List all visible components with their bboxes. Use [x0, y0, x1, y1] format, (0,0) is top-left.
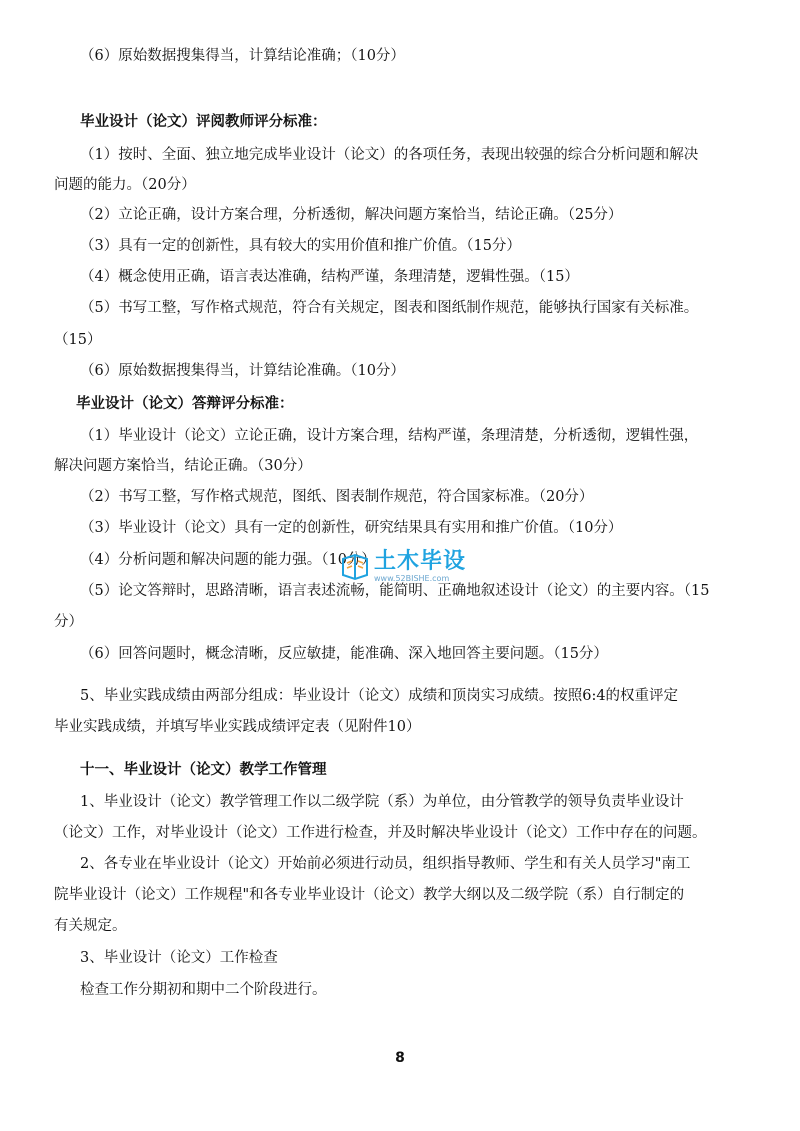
text-line: 5、毕业实践成绩由两部分组成：毕业设计（论文）成绩和顶岗实习成绩。按照6:4的权重评定 [80, 688, 679, 704]
book-logo-icon [340, 551, 370, 581]
text-line: （1）按时、全面、独立地完成毕业设计（论文）的各项任务，表现出较强的综合分析问题和解决 [80, 147, 699, 163]
text-line: （5）书写工整，写作格式规范，符合有关规定，图表和图纸制作规范，能够执行国家有关标准。 [80, 300, 699, 316]
text-line: 1、毕业设计（论文）教学管理工作以二级学院（系）为单位，由分管教学的领导负责毕业设计 [80, 794, 684, 810]
text-line: 2、各专业在毕业设计（论文）开始前必须进行动员，组织指导教师、学生和有关人员学习"南工 [80, 856, 691, 872]
text-line: 检查工作分期初和期中二个阶段进行。 [80, 982, 327, 998]
text-line: 解决问题方案恰当，结论正确。（30分） [54, 458, 312, 474]
text-line: （6）原始数据搜集得当，计算结论准确；（10分） [80, 48, 405, 64]
text-line: 院毕业设计（论文）工作规程"和各专业毕业设计（论文）教学大纲以及二级学院（系）自行制定的 [54, 887, 685, 903]
text-line: 毕业实践成绩，并填写毕业实践成绩评定表（见附件10） [54, 719, 421, 735]
section-heading: 毕业设计（论文）评阅教师评分标准： [80, 113, 327, 130]
text-line: 有关规定。 [54, 918, 127, 934]
text-line: （2）书写工整，写作格式规范，图纸、图表制作规范，符合国家标准。（20分） [80, 489, 594, 505]
watermark-name: 土木毕设 [374, 548, 467, 574]
text-line: （6）原始数据搜集得当，计算结论准确。（10分） [80, 363, 405, 379]
watermark-logo [340, 548, 490, 584]
text-line: （论文）工作，对毕业设计（论文）工作进行检查，并及时解决毕业设计（论文）工作中存在的问题。 [54, 825, 707, 841]
watermark-url: www.52BISHE.com [374, 573, 450, 583]
text-line: （6）回答问题时，概念清晰，反应敏捷，能准确、深入地回答主要问题。（15分） [80, 646, 608, 662]
text-line: （5）论文答辩时，思路清晰，语言表述流畅，能简明、正确地叙述设计（论文）的主要内容。（15 [80, 583, 710, 599]
text-line: （1）毕业设计（论文）立论正确，设计方案合理，结构严谨，条理清楚，分析透彻，逻辑性强， [80, 428, 699, 444]
section-heading: 毕业设计（论文）答辩评分标准： [76, 395, 294, 412]
text-line: （3）毕业设计（论文）具有一定的创新性，研究结果具有实用和推广价值。（10分） [80, 520, 623, 536]
text-line: （4）概念使用正确，语言表达准确，结构严谨，条理清楚，逻辑性强。（15） [80, 269, 579, 285]
page-number: 8 [395, 1050, 405, 1066]
section-heading: 十一、毕业设计（论文）教学工作管理 [80, 761, 327, 778]
text-line: 3、毕业设计（论文）工作检查 [80, 950, 278, 966]
text-line: （3）具有一定的创新性，具有较大的实用价值和推广价值。（15分） [80, 238, 521, 254]
text-line: 问题的能力。（20分） [54, 177, 196, 193]
text-line: （2）立论正确，设计方案合理，分析透彻，解决问题方案恰当，结论正确。（25分） [80, 207, 623, 223]
text-line: 分） [54, 614, 83, 630]
text-line: （15） [54, 332, 102, 348]
text-line: （4）分析问题和解决问题的能力强。（10分） [80, 552, 376, 568]
